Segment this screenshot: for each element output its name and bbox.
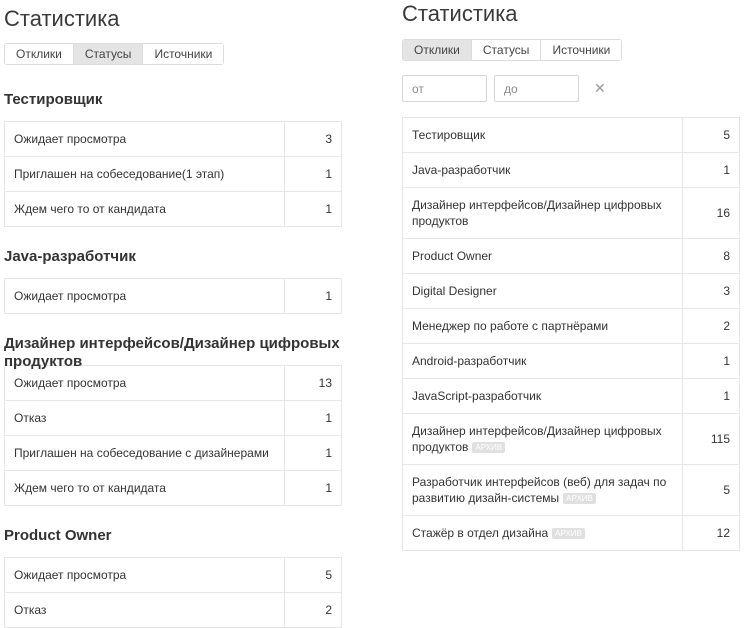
status-count: 1 [285,192,342,227]
table-row [5,471,342,506]
archive-badge: АРХИВ [552,528,585,539]
vacancy-name: Менеджер по работе с партнёрами [412,319,609,333]
table-row [403,274,740,309]
table-row [403,309,740,344]
vacancy-name: Digital Designer [412,284,497,298]
status-table [4,557,342,628]
date-to-input[interactable] [494,75,579,102]
status-table [4,121,342,227]
vacancy-label [403,379,683,414]
response-count: 2 [683,309,740,344]
vacancy-name: Разработчик интерфейсов (веб) для задач по развитию дизайн-системы [412,475,667,505]
status-count: 5 [285,558,342,593]
table-row [403,465,740,516]
table-row [5,279,342,314]
vacancy-label [403,344,683,379]
responses-table [402,117,740,551]
status-count: 1 [285,279,342,314]
status-label: Ожидает просмотра [5,366,285,401]
response-count: 5 [683,118,740,153]
response-count: 8 [683,239,740,274]
status-count: 13 [285,366,342,401]
vacancy-label [403,414,683,465]
response-count: 1 [683,379,740,414]
table-row [5,401,342,436]
status-count: 1 [285,401,342,436]
vacancy-name: JavaScript-разработчик [412,389,542,403]
stats-tabs [4,43,224,65]
archive-badge: АРХИВ [472,442,505,453]
statuses-panel [4,0,342,628]
status-table [4,278,342,314]
table-row [403,118,740,153]
vacancy-name: Дизайнер интерфейсов/Дизайнер цифровых продуктов [412,424,662,454]
vacancy-label [403,516,683,551]
group-title: Product Owner [4,527,112,544]
table-row [403,239,740,274]
date-from-input[interactable] [402,75,487,102]
vacancy-label [403,274,683,309]
table-row [403,379,740,414]
vacancy-name: Стажёр в отдел дизайна [412,526,549,540]
table-row [5,157,342,192]
vacancy-label [403,309,683,344]
status-label: Приглашен на собеседование(1 этап) [5,157,285,192]
table-row [5,192,342,227]
vacancy-name: Product Owner [412,249,493,263]
tab-sources[interactable]: Источники [541,40,621,60]
table-row [403,516,740,551]
vacancy-name: Дизайнер интерфейсов/Дизайнер цифровых продуктов [412,198,662,228]
status-label: Ожидает просмотра [5,122,285,157]
table-row [5,436,342,471]
response-count: 1 [683,153,740,188]
table-row [5,122,342,157]
page-title: Статистика [402,1,518,26]
response-count: 12 [683,516,740,551]
response-count: 115 [683,414,740,465]
response-count: 16 [683,188,740,239]
status-label: Ждем чего то от кандидата [5,192,285,227]
status-label: Ожидает просмотра [5,279,285,314]
table-row [5,558,342,593]
archive-badge: АРХИВ [563,493,596,504]
close-icon[interactable]: ✕ [594,80,606,96]
group-title: Java-разработчик [4,248,136,265]
vacancy-label [403,118,683,153]
table-row [403,414,740,465]
response-count: 5 [683,465,740,516]
page-title: Статистика [4,6,120,31]
vacancy-name: Java-разработчик [412,163,511,177]
status-count: 1 [285,436,342,471]
status-count: 3 [285,122,342,157]
group-title: Дизайнер интерфейсов/Дизайнер цифровых продуктов [4,335,340,370]
vacancy-name: Android-разработчик [412,354,527,368]
group-title: Тестировщик [4,91,103,108]
status-count: 1 [285,471,342,506]
table-row [403,188,740,239]
status-label: Ждем чего то от кандидата [5,471,285,506]
vacancy-label [403,239,683,274]
stats-tabs [402,39,622,61]
table-row [5,593,342,628]
response-count: 3 [683,274,740,309]
tab-statuses[interactable]: Статусы [472,40,542,60]
status-label: Отказ [5,593,285,628]
vacancy-label [403,465,683,516]
status-label: Отказ [5,401,285,436]
responses-panel [402,0,740,551]
table-row [403,344,740,379]
tab-sources[interactable]: Источники [143,44,223,64]
vacancy-label [403,153,683,188]
vacancy-name: Тестировщик [412,128,486,142]
vacancy-label [403,188,683,239]
date-filter [402,75,740,102]
tab-responses[interactable]: Отклики [5,44,74,64]
status-count: 1 [285,157,342,192]
tab-statuses[interactable]: Статусы [74,44,144,64]
response-count: 1 [683,344,740,379]
tab-responses[interactable]: Отклики [403,40,472,60]
table-row [403,153,740,188]
status-count: 2 [285,593,342,628]
status-label: Ожидает просмотра [5,558,285,593]
status-table [4,365,342,506]
status-label: Приглашен на собеседование с дизайнерами [5,436,285,471]
